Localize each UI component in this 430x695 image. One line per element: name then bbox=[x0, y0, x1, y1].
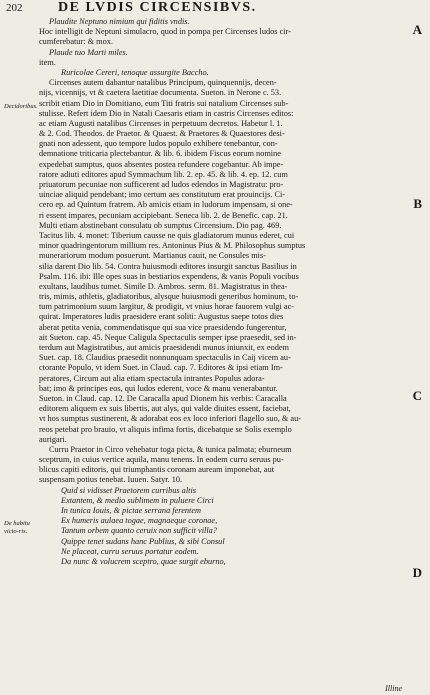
text-line: minor quadringentorum millium res. Antoninus Pius & M. Philosophus sumptus bbox=[39, 241, 306, 251]
text-line: Ne placeat, curru seruus portatur eodem. bbox=[61, 546, 199, 556]
side-letter-d: D bbox=[412, 565, 422, 580]
text-line: silia darent Dio lib. 54. Contra huiusmodi editores insurgit sanctus Basilius in bbox=[39, 261, 297, 271]
text-line: sceptrum, in cuius vertice aquila, manu tenens. In eodem curru seruus pu- bbox=[39, 455, 284, 465]
text-line: Suet. cap. 18. Claudius praesedit nonnunquam spectaculis in Caij vicem au- bbox=[39, 353, 291, 363]
text-line: peratores, Circum aut alia etiam spectacula intrantes Populus adora- bbox=[39, 373, 265, 383]
text-line: nijs, vicennijs, vt & caetera laetitiae documenta. Sueton. in Nerone c. 53. bbox=[39, 88, 282, 98]
text-line: Da nunc & volucrem sceptro, quae surgit eburno, bbox=[61, 556, 226, 566]
text-line: demnatione triticaria plectebantur. & lib. 6. ibidem Fiscus eorum nomine bbox=[39, 149, 281, 159]
text-line: tris, mimis, athletis, gladiatoribus, alysque huiusmodi generibus hominum, to- bbox=[39, 292, 299, 302]
side-letter-c: C bbox=[412, 388, 422, 403]
text-line: cumferebatur: & mox. bbox=[39, 37, 113, 47]
text-line: Sueton. in Claud. cap. 12. De Caracalla apud Dionem his verbis: Caracalla bbox=[39, 393, 287, 403]
text-line: ac etiam Augusti natalibus Circenses in perpetuum decretos. Habetur l. 1. bbox=[39, 118, 283, 128]
text-line: In tunica Iouis, & pictae serrana ferentem bbox=[61, 506, 202, 515]
text-line: Psalm. 116. ibi: Ille opes suas in bestiarios expendens, & vanis Populi vocibus bbox=[39, 271, 299, 281]
text-line: ri essent impares, pecuniam accipiebant. Seneca lib. 2. de Benefic. cap. 21. bbox=[39, 210, 288, 220]
page-header bbox=[6, 2, 390, 16]
text-line: Quippe tenet sudans hanc Publius, & sibi Consul bbox=[61, 536, 225, 546]
text-line: Ex humeris aulaea togae, magnaeque coronae, bbox=[61, 516, 218, 526]
text-line: Hoc intelligit de Neptuni simulacro, quod in pompa per Circenses ludos cir- bbox=[39, 27, 291, 37]
text-line: quirat. Imperatores ludis praesidere erant soliti: Augustus saepe totos dies bbox=[39, 312, 284, 322]
text-line: ratore adiuti editores apud Symmachum lib. 2. ep. 45. & lib. 4. ep. 12. cum bbox=[39, 169, 288, 179]
text-line: Curru Praetor in Circo vehebatur toga picta, & tunica palmata; eburneum bbox=[49, 444, 292, 454]
page-number: 202 bbox=[6, 2, 23, 14]
text-line: stulisse. Refert idem Dio in Natali Caesaris etiam in castris Circenses editos: bbox=[39, 108, 294, 118]
text-line: suspensam potius tenebat. Iuuen. Satyr. 10. bbox=[39, 475, 183, 485]
text-line: aurigari. bbox=[39, 434, 67, 444]
text-line: Plaude tuo Marti miles. bbox=[49, 47, 128, 57]
text-line: blicus capiti editoris, qui triumphantis coronam auream imponebat, aut bbox=[39, 465, 275, 475]
text-line: uinciae aliquid pendebant; imo certum aes constitutum erat prouincijs. Ci- bbox=[39, 190, 286, 200]
text-line: scribit etiam Dio in Domitiano, eum Titi fratris sui natalium Circenses sub- bbox=[39, 98, 289, 108]
text-line: priuatorum pecuniae non sufficerent ad ludos edendos in Magistratu: pro- bbox=[39, 180, 284, 189]
text-line: terdum aut Magistratibus, aut amicis praesidendi munus iniunxit, ex eodem bbox=[39, 343, 290, 352]
text-line: Quid si vidisset Praetorem curribus altis bbox=[61, 485, 196, 495]
text-line: gnati non adessent, quo tempore ludos populo exhibere tenebantur, con- bbox=[39, 139, 278, 149]
text-line: tum patrimonium suum largitur, & prodigit, vt vnius horae fauorem vulgi ac- bbox=[39, 302, 295, 312]
text-line: item. bbox=[39, 57, 56, 67]
text-line: aberat petita venia, commendatisque qui sua vice praesidendo fungerentur, bbox=[39, 322, 287, 332]
text-line: Multi etiam abstinebant consulatu ob sumptus Circensium. Dio pag. 469. bbox=[39, 220, 282, 230]
text-line: expedebat sumptus, quos absentes postea refundere cogebantur. Ab impe- bbox=[39, 159, 284, 169]
text-line: vt hos sumptus sustinerent, & adorabat eos ex loco inferiori flagello suo, & au- bbox=[39, 414, 301, 424]
text-line: Circenses autem dabantur natalibus Principum, quinquennijs, decen- bbox=[49, 78, 277, 88]
side-letter-a: A bbox=[412, 22, 422, 37]
margin-note-de-habitu: De habitu victo-ris. bbox=[4, 520, 30, 535]
text-line: Ruricolae Cereri, tenoque assurgite Baccho. bbox=[61, 67, 209, 77]
text-line: ait Sueton. cap. 45. Neque Caligula Spectaculis semper ipse praesedit, sed in- bbox=[39, 332, 297, 342]
text-body bbox=[39, 17, 405, 567]
text-line: ctorante Populo, vt idem Suet. in Claud. cap. 7. Editores & ipsi etiam Im- bbox=[39, 363, 283, 373]
text-line: Tacitus lib. 4. monet: Tiberium causse ne quis gladiatorum munus ederet, cui bbox=[39, 230, 295, 240]
running-title: DE LVDIS CIRCENSIBVS. bbox=[58, 0, 257, 15]
margin-note-decidoribus: Decidoribus. bbox=[4, 103, 38, 110]
text-line: bat; imo & principes eos, qui ludos ederent, voce & manu venerabantur. bbox=[39, 383, 278, 393]
text-line: reos petebat pro brauio, vt aliquis infima fortis, dicebatque se Solis exemplo bbox=[39, 424, 292, 434]
text-line: editorem aliquem ex suis libertis, aut alys, qui valde diuites essent, faciebat, bbox=[39, 404, 291, 414]
side-letter-b: B bbox=[413, 196, 422, 211]
text-line: Extantem, & medio sublimem in puluere Circi bbox=[61, 495, 214, 505]
text-line: exultans, laudibus tumet. Simile D. Ambros. serm. 81. Magistratus in thea- bbox=[39, 281, 288, 291]
text-line: munerariorum modum posuerunt. Martianus cauit, ne Consules mis- bbox=[39, 251, 266, 261]
text-line: Plaudite Neptuno nimium qui fiditis vndis. bbox=[49, 17, 190, 26]
text-line: Tantum orbem quanto ceruix non sufficit villa? bbox=[61, 526, 217, 536]
text-line: & 2. Cod. Theodos. de Praetor. & Quaest. & Praetores & Quaestores desi- bbox=[39, 129, 285, 139]
text-line: cero ep. ad Quintum fratrem. Ab amicis etiam in ludorum impensam, si one- bbox=[39, 200, 293, 210]
catchword: Illine bbox=[385, 684, 402, 693]
